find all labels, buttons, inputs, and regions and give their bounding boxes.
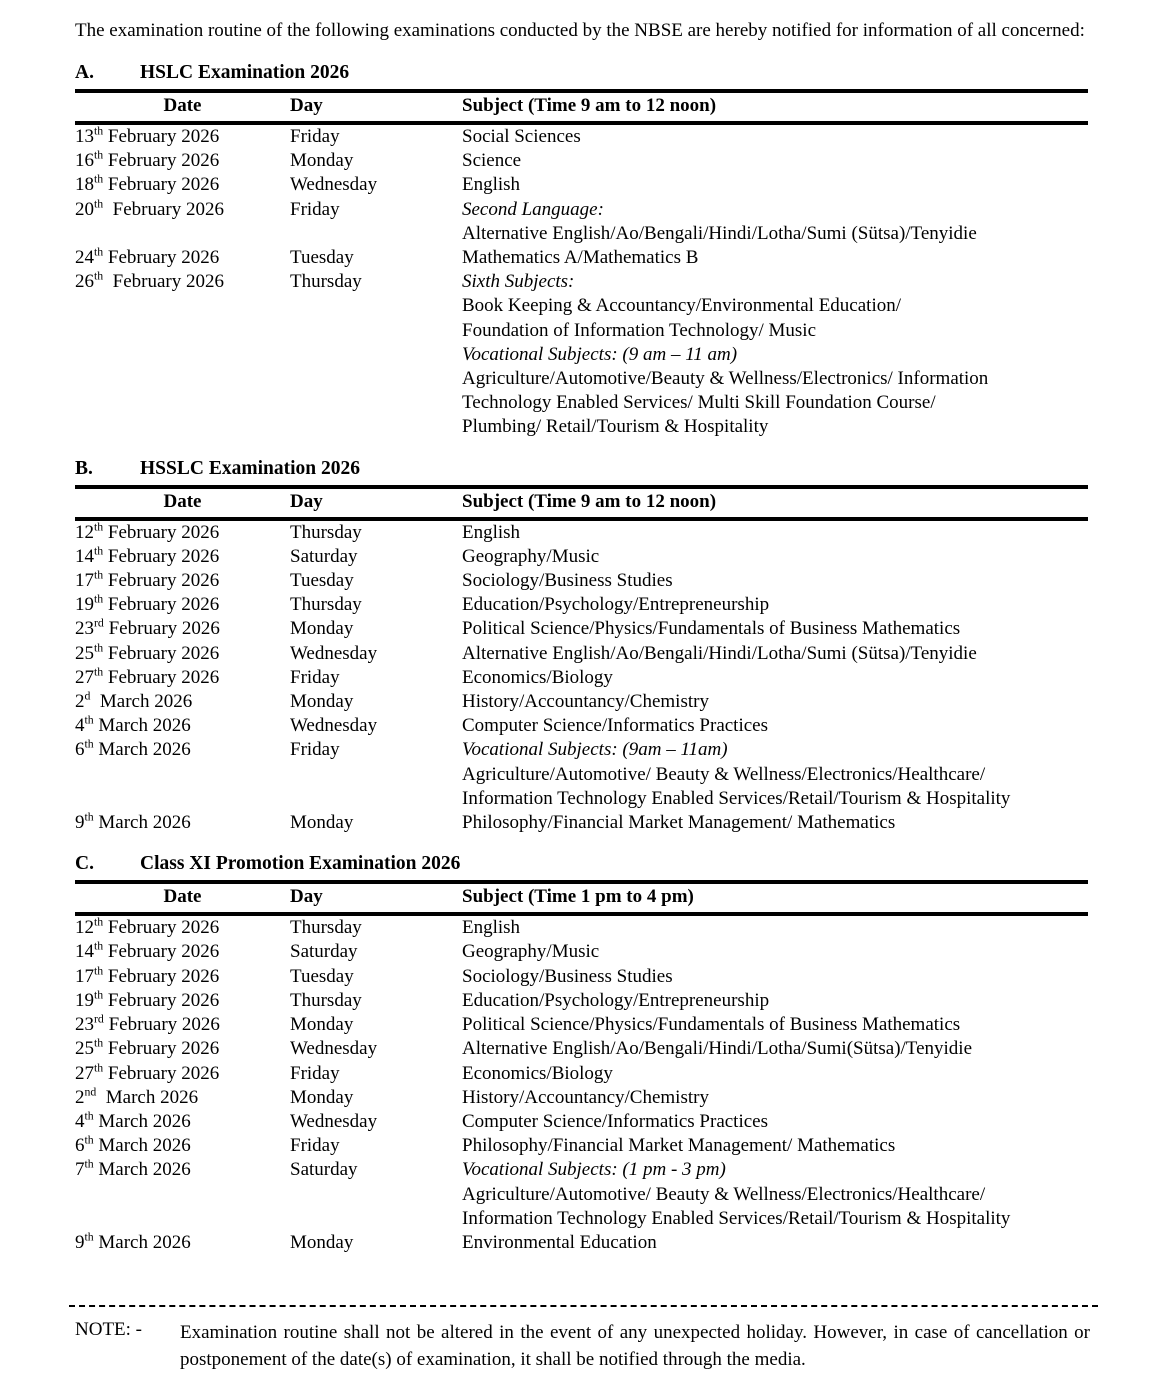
- day-cell: Thursday: [290, 521, 362, 543]
- table-row: [75, 1062, 1088, 1086]
- day-cell: Friday: [290, 739, 340, 761]
- day-cell: Monday: [290, 812, 354, 834]
- table-row: [75, 642, 1088, 666]
- table-row: [75, 519, 1088, 545]
- subject-line: Vocational Subjects: (9 am – 11 am): [462, 343, 738, 365]
- date-number: 4: [75, 1110, 85, 1132]
- subject-line: Science: [462, 150, 522, 172]
- date-cell: 24th February 2026: [75, 245, 220, 269]
- subject-line: Geography/Music: [462, 941, 600, 963]
- date-cell: 23rd February 2026: [75, 1012, 220, 1036]
- subject-cell: [462, 666, 1088, 690]
- subject-line: English: [462, 174, 521, 196]
- table-row: [75, 198, 1088, 246]
- subject-cell: [462, 1231, 1088, 1255]
- table-row: [75, 593, 1088, 617]
- subject-line: Vocational Subjects: (1 pm - 3 pm): [462, 1159, 726, 1181]
- table-row: [75, 666, 1088, 690]
- column-header-day: Day: [290, 487, 462, 519]
- subject-line: Alternative English/Ao/Bengali/Hindi/Lotha/Sumi (Sütsa)/Tenyidie: [462, 642, 977, 664]
- date-cell: 27th February 2026: [75, 1061, 220, 1084]
- subject-cell: [462, 545, 1088, 569]
- date-cell: 19th February 2026: [75, 592, 220, 616]
- date-number: 2: [75, 691, 85, 713]
- date-number: 19: [75, 989, 94, 1011]
- section-label: A.: [75, 62, 94, 83]
- date-number: 25: [75, 642, 94, 664]
- subject-cell: [462, 246, 1088, 270]
- day-cell: Wednesday: [290, 1038, 378, 1060]
- date-cell: 4th March 2026: [75, 713, 191, 737]
- table-row: [75, 1231, 1088, 1255]
- subject-line: Geography/Music: [462, 545, 600, 567]
- date-cell: 26th February 2026: [75, 269, 224, 293]
- date-cell: 20th February 2026: [75, 197, 224, 220]
- subject-line: Alternative English/Ao/Bengali/Hindi/Lotha/Sumi (Sütsa)/Tenyidie: [462, 222, 977, 244]
- date-cell: 2nd March 2026: [75, 1085, 199, 1108]
- subject-line: Plumbing/ Retail/Tourism & Hospitality: [462, 416, 769, 438]
- date-number: 14: [75, 941, 94, 963]
- ordinal-superscript: th: [84, 1109, 94, 1123]
- date-cell: 25th February 2026: [75, 1036, 220, 1060]
- subject-cell: [462, 1110, 1088, 1134]
- date-number: 18: [75, 174, 94, 196]
- subject-cell: [462, 270, 1088, 439]
- subject-line: Sociology/Business Studies: [462, 570, 673, 592]
- day-cell: Thursday: [290, 917, 362, 939]
- date-cell: 16th February 2026: [75, 148, 220, 172]
- ordinal-superscript: th: [84, 738, 94, 752]
- column-header-day: Day: [290, 91, 462, 123]
- date-cell: 13th February 2026: [75, 124, 220, 147]
- subject-cell: [462, 198, 1088, 246]
- day-cell: Friday: [290, 198, 340, 220]
- ordinal-superscript: th: [94, 148, 104, 162]
- day-cell: Monday: [290, 691, 354, 713]
- column-header-subject: Subject (Time 1 pm to 4 pm): [462, 882, 1088, 914]
- ordinal-superscript: th: [94, 173, 104, 187]
- subject-line: Philosophy/Financial Market Management/ Mathematics: [462, 1135, 896, 1157]
- subject-line: Economics/Biology: [462, 666, 613, 688]
- day-cell: Friday: [290, 666, 340, 688]
- subject-line: English: [462, 917, 521, 939]
- subject-line: Philosophy/Financial Market Management/ Mathematics: [462, 812, 896, 834]
- subject-line: Second Language:: [462, 198, 604, 220]
- date-cell: 9th March 2026: [75, 1230, 191, 1253]
- day-cell: Friday: [290, 1135, 340, 1157]
- date-cell: 27th February 2026: [75, 665, 220, 688]
- date-number: 12: [75, 917, 94, 939]
- date-cell: 14th February 2026: [75, 544, 220, 567]
- note-text: Examination routine shall not be altered in the event of any unexpected holiday. However, in case of cancellation or postponement of the date(s) of examination, it shall be notified through the media.: [180, 1322, 1090, 1371]
- date-number: 13: [75, 126, 94, 147]
- date-cell: 12th February 2026: [75, 915, 220, 939]
- day-cell: Wednesday: [290, 642, 378, 664]
- date-cell: 23rd February 2026: [75, 617, 220, 640]
- date-number: 20: [75, 198, 94, 220]
- subject-cell: [462, 1134, 1088, 1158]
- subject-line: Economics/Biology: [462, 1062, 613, 1084]
- table-row: [75, 940, 1088, 964]
- note-row: [75, 1319, 1090, 1373]
- subject-cell: [462, 617, 1088, 641]
- subject-line: Vocational Subjects: (9am – 11am): [462, 739, 728, 761]
- date-number: 7: [75, 1159, 85, 1181]
- section-label: C.: [75, 853, 94, 875]
- table-row: [75, 545, 1088, 569]
- subject-line: Social Sciences: [462, 126, 581, 147]
- date-cell: 14th February 2026: [75, 940, 220, 963]
- date-cell: 4th March 2026: [75, 1109, 191, 1132]
- ordinal-superscript: th: [94, 592, 104, 606]
- subject-cell: [462, 173, 1088, 197]
- date-number: 4: [75, 715, 85, 737]
- date-number: 2: [75, 1086, 85, 1108]
- subject-line: Foundation of Information Technology/ Music: [462, 319, 816, 341]
- day-cell: Wednesday: [290, 174, 378, 196]
- section-heading-a: [75, 62, 1090, 84]
- date-number: 14: [75, 545, 94, 567]
- date-number: 19: [75, 594, 94, 616]
- day-cell: Tuesday: [290, 570, 354, 592]
- header-row: [75, 487, 1088, 519]
- table-row: [75, 738, 1088, 811]
- date-cell: 17th February 2026: [75, 964, 220, 987]
- subject-line: Education/Psychology/Entrepreneurship: [462, 989, 770, 1011]
- date-cell: 6th March 2026: [75, 1133, 191, 1157]
- column-header-date: Date: [75, 882, 290, 914]
- table-row: [75, 1013, 1088, 1037]
- day-cell: Saturday: [290, 1159, 358, 1181]
- ordinal-superscript: th: [84, 810, 94, 824]
- ordinal-superscript: th: [94, 988, 104, 1002]
- table-row: [75, 1086, 1088, 1110]
- table-row: [75, 149, 1088, 173]
- table-row: [75, 965, 1088, 989]
- note-label: NOTE: -: [75, 1319, 143, 1341]
- intro-paragraph: The examination routine of the following examinations conducted by the NBSE are hereby notified for information of all concerned:: [75, 20, 1085, 41]
- ordinal-superscript: th: [84, 1230, 94, 1244]
- subject-cell: [462, 593, 1088, 617]
- subject-line: Political Science/Physics/Fundamentals of Business Mathematics: [462, 1014, 961, 1036]
- table-row: [75, 1037, 1088, 1061]
- column-header-subject: Subject (Time 9 am to 12 noon): [462, 487, 1088, 519]
- column-header-subject: Subject (Time 9 am to 12 noon): [462, 91, 1088, 123]
- ordinal-superscript: th: [94, 197, 104, 211]
- ordinal-superscript: th: [84, 713, 94, 727]
- subject-cell: [462, 1037, 1088, 1061]
- section-label: B.: [75, 457, 93, 479]
- day-cell: Saturday: [290, 545, 358, 567]
- subject-cell: [462, 989, 1088, 1013]
- section-title: HSLC Examination 2026: [140, 62, 350, 83]
- table-body: [75, 914, 1088, 1255]
- day-cell: Tuesday: [290, 965, 354, 987]
- date-number: 25: [75, 1038, 94, 1060]
- table-row: [75, 246, 1088, 270]
- section-heading-c: [75, 853, 1090, 875]
- day-cell: Saturday: [290, 941, 358, 963]
- date-number: 12: [75, 521, 94, 543]
- date-cell: 17th February 2026: [75, 568, 220, 592]
- subject-cell: [462, 714, 1088, 738]
- table-row: [75, 1158, 1088, 1231]
- subject-line: Computer Science/Informatics Practices: [462, 715, 769, 737]
- table-body: [75, 123, 1088, 440]
- section-heading-b: [75, 458, 1090, 480]
- day-cell: Friday: [290, 1062, 340, 1084]
- day-cell: Tuesday: [290, 247, 354, 269]
- section-title: HSSLC Examination 2026: [140, 457, 360, 479]
- ordinal-superscript: th: [94, 269, 104, 283]
- ordinal-superscript: th: [94, 940, 104, 954]
- day-cell: Thursday: [290, 594, 362, 616]
- date-number: 26: [75, 271, 94, 293]
- subject-line: Mathematics A/Mathematics B: [462, 247, 699, 269]
- ordinal-superscript: rd: [94, 617, 104, 631]
- table-row: [75, 1110, 1088, 1134]
- ordinal-superscript: th: [94, 520, 104, 534]
- table-row: [75, 811, 1088, 835]
- date-cell: 19th February 2026: [75, 988, 220, 1011]
- subject-cell: [462, 914, 1088, 940]
- day-cell: Friday: [290, 126, 340, 147]
- subject-line: History/Accountancy/Chemistry: [462, 1086, 709, 1108]
- subject-cell: [462, 519, 1088, 545]
- day-cell: Thursday: [290, 989, 362, 1011]
- subject-cell: [462, 738, 1088, 811]
- subject-line: Environmental Education: [462, 1231, 657, 1253]
- date-number: 27: [75, 1062, 94, 1084]
- subject-line: Alternative English/Ao/Bengali/Hindi/Lotha/Sumi(Sütsa)/Tenyidie: [462, 1038, 973, 1060]
- dashed-divider: [69, 1305, 1098, 1307]
- day-cell: Monday: [290, 1014, 354, 1036]
- date-number: 9: [75, 812, 85, 834]
- exam-table-class-xi: [75, 880, 1088, 1255]
- exam-table-hslc: [75, 89, 1088, 440]
- note-section: [75, 1305, 1090, 1373]
- day-cell: Monday: [290, 150, 354, 172]
- subject-cell: [462, 569, 1088, 593]
- subject-line: Agriculture/Automotive/ Beauty & Wellness/Electronics/Healthcare/: [462, 763, 986, 785]
- date-number: 23: [75, 618, 94, 640]
- subject-line: Information Technology Enabled Services/Retail/Tourism & Hospitality: [462, 1207, 1011, 1229]
- column-header-day: Day: [290, 882, 462, 914]
- subject-cell: [462, 965, 1088, 989]
- table-row: [75, 270, 1088, 439]
- date-cell: 18th February 2026: [75, 173, 220, 196]
- ordinal-superscript: th: [94, 245, 104, 259]
- subject-cell: [462, 1013, 1088, 1037]
- column-header-date: Date: [75, 91, 290, 123]
- subject-cell: [462, 642, 1088, 666]
- date-number: 27: [75, 666, 94, 688]
- exam-table-hsslc: [75, 485, 1088, 836]
- subject-line: Agriculture/Automotive/ Beauty & Wellness/Electronics/Healthcare/: [462, 1183, 986, 1205]
- date-number: 17: [75, 965, 94, 987]
- date-number: 16: [75, 150, 94, 172]
- date-cell: 25th February 2026: [75, 641, 220, 664]
- ordinal-superscript: th: [94, 568, 104, 582]
- day-cell: Wednesday: [290, 1110, 378, 1132]
- subject-line: English: [462, 521, 521, 543]
- subject-cell: [462, 123, 1088, 149]
- date-number: 6: [75, 739, 85, 761]
- day-cell: Thursday: [290, 271, 362, 293]
- ordinal-superscript: th: [94, 964, 104, 978]
- subject-cell: [462, 811, 1088, 835]
- date-number: 9: [75, 1231, 85, 1253]
- table-row: [75, 569, 1088, 593]
- day-cell: Monday: [290, 1086, 354, 1108]
- ordinal-superscript: th: [94, 1036, 104, 1050]
- subject-cell: [462, 1086, 1088, 1110]
- ordinal-superscript: d: [84, 689, 91, 703]
- table-row: [75, 714, 1088, 738]
- table-row: [75, 914, 1088, 940]
- subject-cell: [462, 690, 1088, 714]
- subject-line: Sociology/Business Studies: [462, 965, 673, 987]
- date-cell: 9th March 2026: [75, 810, 191, 834]
- header-row: [75, 91, 1088, 123]
- ordinal-superscript: rd: [94, 1012, 104, 1026]
- table-row: [75, 173, 1088, 197]
- ordinal-superscript: th: [84, 1133, 94, 1147]
- ordinal-superscript: th: [94, 915, 104, 929]
- ordinal-superscript: th: [94, 124, 104, 138]
- subject-line: Political Science/Physics/Fundamentals of Business Mathematics: [462, 618, 961, 640]
- day-cell: Wednesday: [290, 715, 378, 737]
- column-header-date: Date: [75, 487, 290, 519]
- ordinal-superscript: th: [94, 1061, 104, 1075]
- table-row: [75, 989, 1088, 1013]
- date-cell: 2$^d$ March 2026: [75, 689, 193, 713]
- subject-line: History/Accountancy/Chemistry: [462, 691, 709, 713]
- subject-cell: [462, 1158, 1088, 1231]
- table-row: [75, 617, 1088, 641]
- day-cell: Monday: [290, 1231, 354, 1253]
- ordinal-superscript: nd: [84, 1085, 97, 1099]
- subject-line: Information Technology Enabled Services/Retail/Tourism & Hospitality: [462, 787, 1011, 809]
- subject-line: Book Keeping & Accountancy/Environmental Education/: [462, 295, 902, 317]
- table-row: [75, 123, 1088, 149]
- subject-line: Sixth Subjects:: [462, 271, 575, 293]
- ordinal-superscript: th: [94, 641, 104, 655]
- subject-cell: [462, 940, 1088, 964]
- date-number: 24: [75, 247, 94, 269]
- table-row: [75, 1134, 1088, 1158]
- subject-line: Agriculture/Automotive/Beauty & Wellness/Electronics/ Information: [462, 368, 989, 390]
- ordinal-superscript: th: [94, 665, 104, 679]
- date-cell: 7th March 2026: [75, 1157, 191, 1181]
- table-body: [75, 519, 1088, 836]
- header-row: [75, 882, 1088, 914]
- date-number: 17: [75, 570, 94, 592]
- subject-line: Computer Science/Informatics Practices: [462, 1110, 769, 1132]
- section-title: Class XI Promotion Examination 2026: [140, 853, 461, 875]
- date-number: 23: [75, 1014, 94, 1036]
- subject-line: Technology Enabled Services/ Multi Skill Foundation Course/: [462, 392, 936, 414]
- day-cell: Monday: [290, 618, 354, 640]
- subject-cell: [462, 1062, 1088, 1086]
- date-cell: 6th March 2026: [75, 738, 191, 761]
- table-row: [75, 690, 1088, 714]
- ordinal-superscript: th: [94, 544, 104, 558]
- date-number: 6: [75, 1135, 85, 1157]
- ordinal-superscript: th: [84, 1157, 94, 1171]
- date-cell: 12th February 2026: [75, 520, 220, 543]
- subject-cell: [462, 149, 1088, 173]
- subject-line: Education/Psychology/Entrepreneurship: [462, 594, 770, 616]
